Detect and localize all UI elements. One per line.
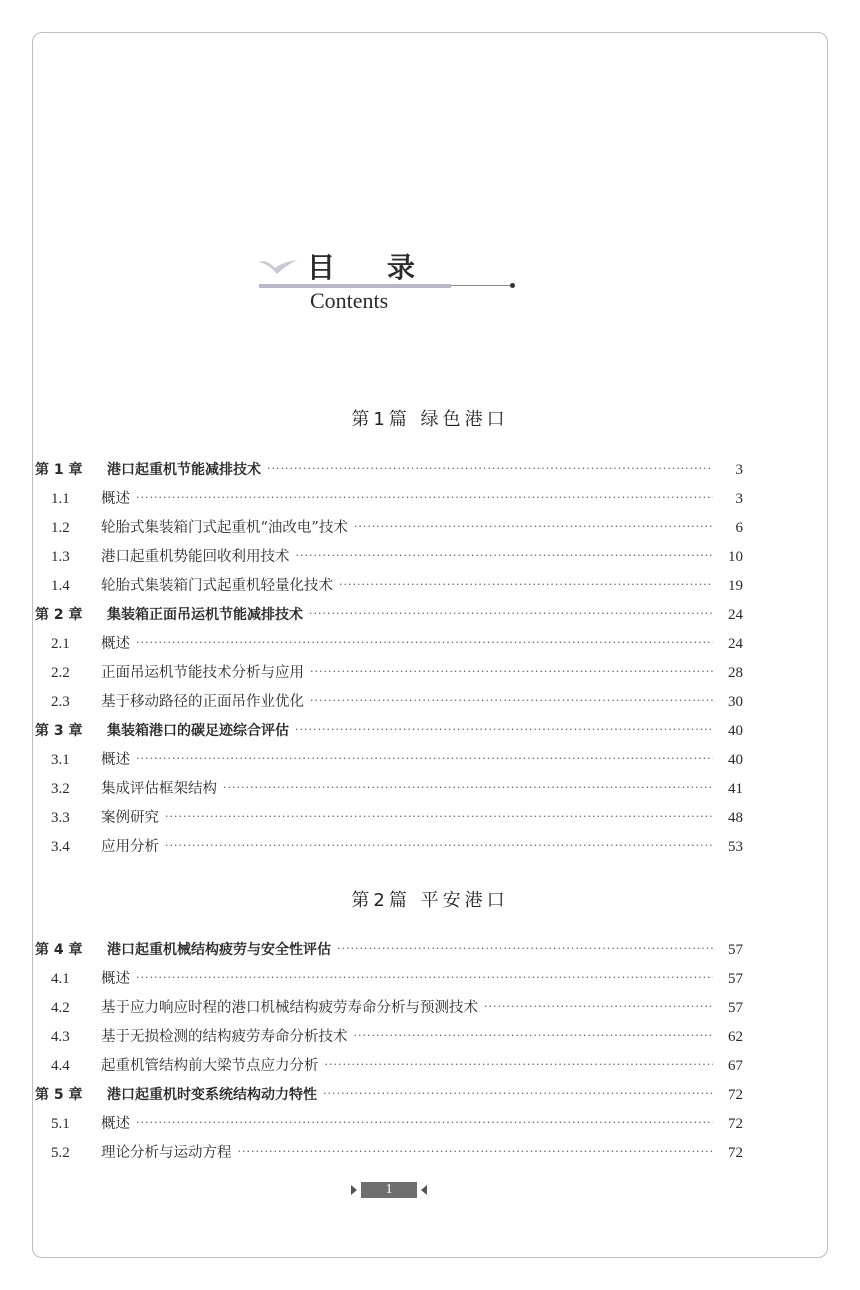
toc-entry[interactable] [35,831,743,857]
contents-heading [255,244,525,324]
entry-page: 28 [728,665,743,681]
leader-dots [136,970,713,986]
entry-page: 3 [735,491,743,507]
page-subtitle: Contents [310,288,389,313]
toc-entry[interactable] [35,686,743,712]
entry-number: 4.2 [51,1000,70,1016]
toc-entry[interactable] [35,599,743,625]
entry-label: 轮胎式集装箱门式起重机“油改电”技术 [101,520,348,536]
leader-dots [484,999,713,1015]
entry-page: 62 [728,1029,743,1045]
entry-label: 港口起重机势能回收利用技术 [101,549,290,565]
page-title: 目录 [307,251,468,284]
toc-entry[interactable] [35,1079,743,1105]
toc-entry[interactable] [35,1108,743,1134]
toc-entry[interactable] [35,992,743,1018]
entry-label: 概述 [101,636,130,652]
entry-page: 30 [728,694,743,710]
toc-entry[interactable] [35,934,743,960]
entry-number: 3.3 [51,810,70,826]
entry-label: 港口起重机时变系统结构动力特性 [107,1087,317,1103]
toc-entry[interactable] [35,454,743,480]
entry-label: 起重机管结构前大梁节点应力分析 [101,1058,319,1074]
entry-number: 3.2 [51,781,70,797]
entry-number: 4.3 [51,1029,70,1045]
toc-entry[interactable] [35,1021,743,1047]
leader-dots [136,490,713,506]
entry-label: 轮胎式集装箱门式起重机轻量化技术 [101,578,333,594]
toc-entry[interactable] [35,483,743,509]
entry-number: 5.2 [51,1145,70,1161]
entry-number: 3.4 [51,839,70,855]
entry-number: 5.1 [51,1116,70,1132]
toc-entry[interactable] [35,1050,743,1076]
entry-page: 40 [728,752,743,768]
toc-entry[interactable] [35,657,743,683]
entry-number: 1.1 [51,491,70,507]
entry-page: 57 [728,971,743,987]
entry-number: 2.2 [51,665,70,681]
leader-dots [223,780,713,796]
toc-entry[interactable] [35,570,743,596]
entry-number: 2.3 [51,694,70,710]
entry-label: 集装箱正面吊运机节能减排技术 [107,607,303,623]
entry-label: 港口起重机节能减排技术 [107,462,261,478]
part-heading: 第1篇 绿色港口 [351,409,509,430]
entry-label: 概述 [101,1116,130,1132]
leader-dots [337,941,713,957]
triangle-right-icon [351,1185,357,1195]
page-number-ornament [351,1181,431,1199]
entry-page: 72 [728,1087,743,1103]
entry-label: 集成评估框架结构 [101,781,217,797]
entry-label: 集装箱港口的碳足迹综合评估 [107,723,289,739]
toc-entry[interactable] [35,715,743,741]
leader-dots [238,1144,714,1160]
entry-label: 概述 [101,752,130,768]
entry-number: 第 2 章 [35,607,83,623]
leader-dots [325,1057,714,1073]
leader-dots [323,1086,713,1102]
page-number: 1 [361,1182,417,1198]
toc-entry[interactable] [35,802,743,828]
entry-label: 概述 [101,491,130,507]
entry-page: 67 [728,1058,743,1074]
entry-page: 3 [735,462,743,478]
toc-entry[interactable] [35,773,743,799]
entry-label: 港口起重机械结构疲劳与安全性评估 [107,942,331,958]
entry-page: 57 [728,942,743,958]
title-rule-thin [451,285,511,286]
leader-dots [136,635,713,651]
entry-number: 第 5 章 [35,1087,83,1103]
leader-dots [267,461,713,477]
entry-number: 第 1 章 [35,462,83,478]
entry-number: 4.4 [51,1058,70,1074]
entry-page: 53 [728,839,743,855]
entry-label: 基于移动路径的正面吊作业优化 [101,694,304,710]
entry-label: 基于无损检测的结构疲劳寿命分析技术 [101,1029,348,1045]
entry-number: 3.1 [51,752,70,768]
entry-number: 4.1 [51,971,70,987]
entry-page: 10 [728,549,743,565]
entry-label: 理论分析与运动方程 [101,1145,232,1161]
entry-number: 2.1 [51,636,70,652]
entry-number: 第 3 章 [35,723,83,739]
entry-page: 19 [728,578,743,594]
title-dot [510,283,515,288]
entry-number: 1.4 [51,578,70,594]
entry-label: 正面吊运机节能技术分析与应用 [101,665,304,681]
leader-dots [309,606,713,622]
bird-wing-icon [257,256,299,276]
leader-dots [136,751,713,767]
entry-page: 48 [728,810,743,826]
entry-label: 应用分析 [101,839,159,855]
leader-dots [310,693,713,709]
leader-dots [136,1115,713,1131]
entry-label: 案例研究 [101,810,159,826]
leader-dots [295,722,713,738]
entry-page: 41 [728,781,743,797]
toc-entry[interactable] [35,1137,743,1163]
entry-label: 基于应力响应时程的港口机械结构疲劳寿命分析与预测技术 [101,1000,478,1016]
toc-entry[interactable] [35,628,743,654]
entry-number: 第 4 章 [35,942,83,958]
entry-page: 40 [728,723,743,739]
leader-dots [165,838,713,854]
leader-dots [354,1028,714,1044]
entry-number: 1.3 [51,549,70,565]
toc-entry[interactable] [35,744,743,770]
entry-number: 1.2 [51,520,70,536]
toc-entry[interactable] [35,512,743,538]
triangle-left-icon [421,1185,427,1195]
entry-page: 57 [728,1000,743,1016]
toc-entry[interactable] [35,541,743,567]
leader-dots [165,809,713,825]
entry-label: 概述 [101,971,130,987]
leader-dots [310,664,713,680]
entry-page: 24 [728,607,743,623]
part-heading: 第2篇 平安港口 [351,890,509,911]
entry-page: 72 [728,1145,743,1161]
leader-dots [339,577,713,593]
entry-page: 24 [728,636,743,652]
entry-page: 6 [735,520,743,536]
leader-dots [296,548,714,564]
leader-dots [354,519,713,535]
entry-page: 72 [728,1116,743,1132]
toc-entry[interactable] [35,963,743,989]
